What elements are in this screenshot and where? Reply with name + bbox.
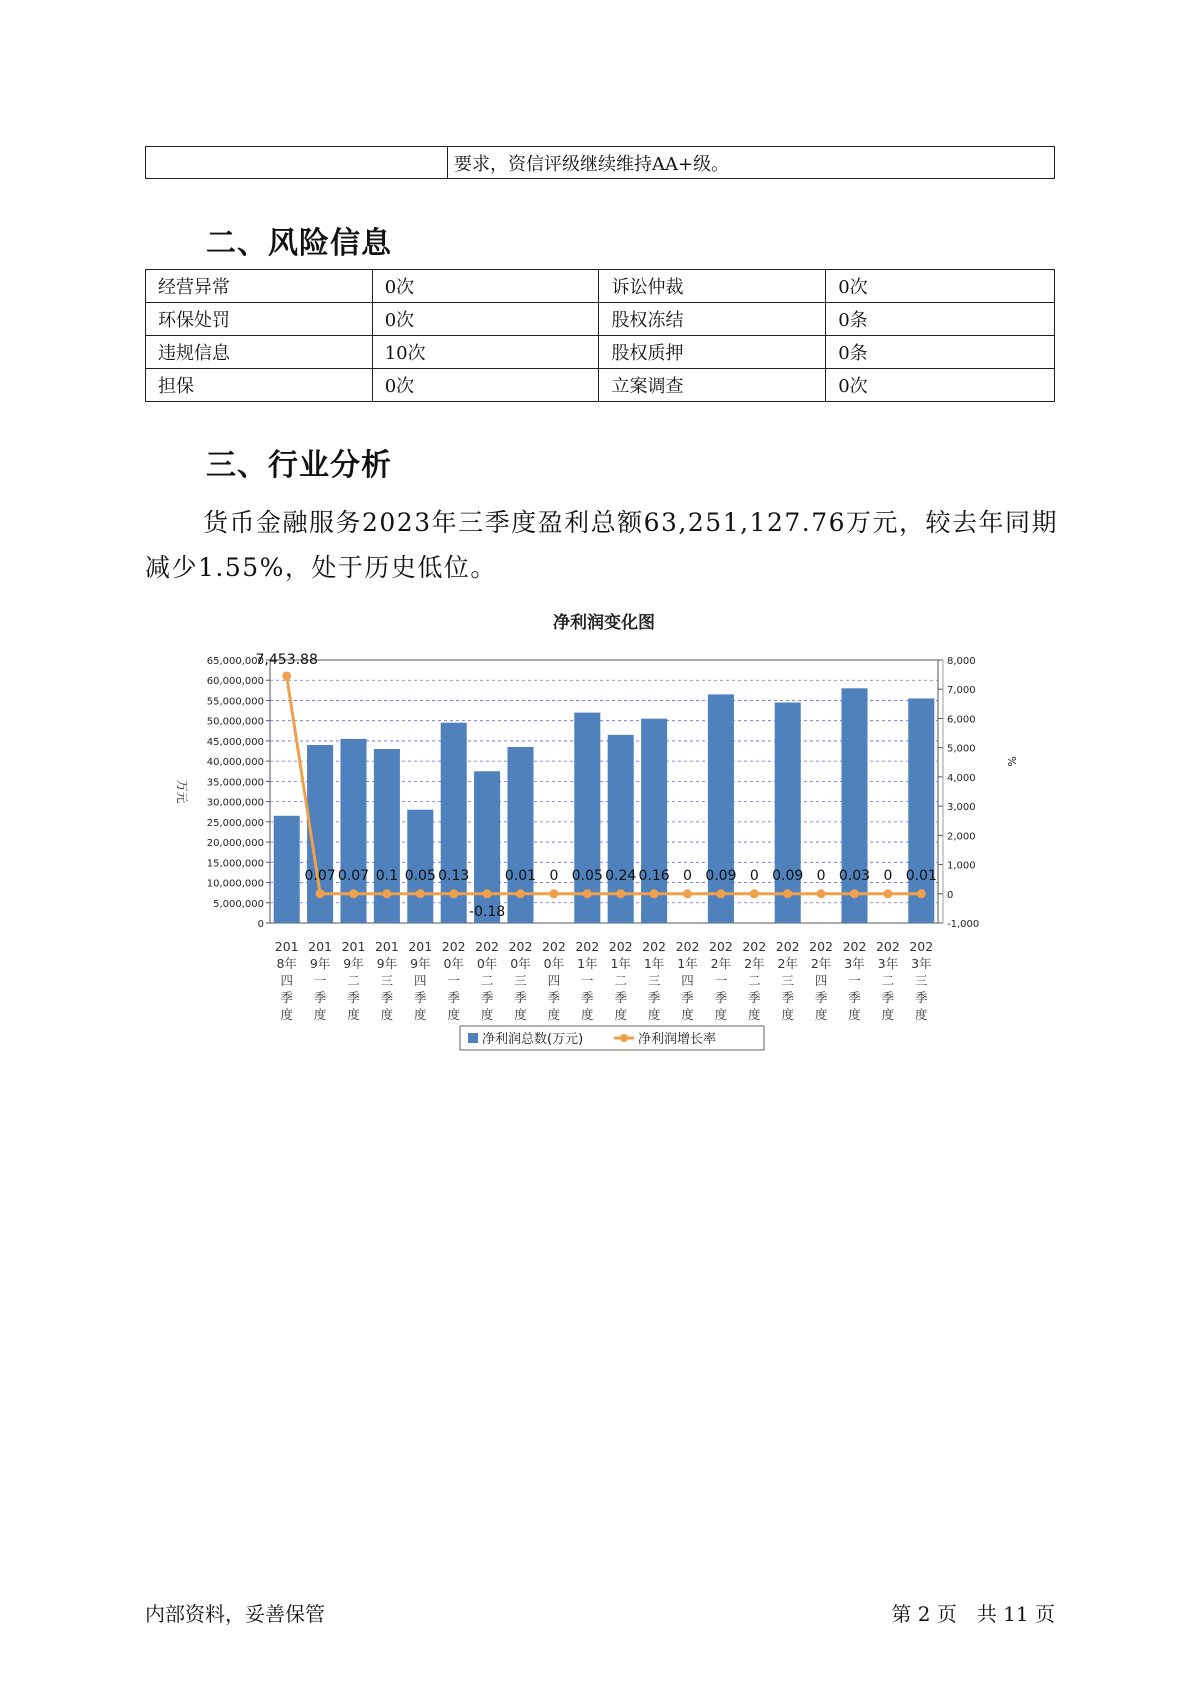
continued-table	[145, 146, 1055, 179]
x-tick-label: 度	[581, 1007, 594, 1022]
x-tick-label: 度	[447, 1007, 460, 1022]
x-tick-label: 201	[274, 939, 299, 954]
bar	[841, 688, 867, 923]
x-tick-label: 季	[915, 990, 928, 1005]
growth-point	[650, 889, 659, 898]
growth-point	[316, 889, 325, 898]
x-tick-label: 一	[313, 973, 327, 988]
plot-area	[270, 660, 938, 923]
x-tick-label: 度	[748, 1007, 761, 1022]
x-tick-label: 202	[541, 939, 566, 954]
growth-point	[282, 671, 291, 680]
x-tick-label: 季	[280, 990, 293, 1005]
growth-point	[783, 889, 792, 898]
growth-data-label: 0.24	[605, 867, 637, 884]
x-tick-label: 一	[848, 973, 861, 988]
x-tick-label: 一	[447, 973, 460, 988]
y-tick-label: 40,000,000	[206, 757, 264, 769]
x-tick-label: 度	[313, 1007, 327, 1022]
growth-point	[382, 889, 391, 898]
y2-tick-label: 5,000	[947, 743, 976, 755]
growth-point	[917, 889, 926, 898]
risk-value: 0次	[372, 303, 599, 336]
growth-data-label: 7,453.88	[255, 651, 318, 668]
y-tick-label: 25,000,000	[206, 817, 264, 829]
x-tick-label: 202	[675, 939, 700, 954]
growth-data-label: 0.01	[504, 867, 537, 884]
x-tick-label: 四	[681, 973, 694, 988]
growth-data-label: 0.07	[304, 867, 336, 884]
x-tick-label: 二	[480, 973, 494, 988]
x-tick-label: 201	[374, 939, 399, 954]
x-tick-label: 季	[581, 990, 594, 1005]
x-tick-label: 1年	[677, 956, 698, 971]
x-tick-label: 一	[581, 973, 594, 988]
table-row	[146, 336, 1055, 369]
x-tick-label: 季	[480, 990, 494, 1005]
growth-data-label: 0.1	[375, 867, 399, 884]
bar	[474, 771, 500, 923]
x-tick-label: 季	[814, 990, 828, 1005]
x-tick-label: 四	[814, 973, 828, 988]
x-tick-label: 三	[514, 973, 527, 988]
growth-data-label: 0.05	[404, 867, 436, 884]
x-tick-label: 季	[614, 990, 627, 1005]
growth-data-label: -0.18	[468, 903, 506, 920]
growth-data-label: 0	[549, 867, 559, 884]
x-tick-label: 2年	[744, 956, 765, 971]
x-tick-label: 8年	[276, 956, 297, 971]
x-tick-label: 四	[414, 973, 427, 988]
risk-label: 环保处罚	[146, 303, 373, 336]
x-tick-label: 度	[714, 1007, 728, 1022]
growth-data-label: 0.05	[571, 867, 603, 884]
bar	[708, 694, 734, 923]
y-tick-label: 35,000,000	[206, 777, 264, 789]
x-tick-label: 2年	[777, 956, 798, 971]
y2-tick-label: 7,000	[947, 685, 976, 697]
continued-right-cell: 要求，资信评级继续维持AA+级。	[448, 147, 1055, 179]
y-tick-label: 0	[257, 919, 264, 930]
growth-data-label: 0	[683, 867, 692, 884]
risk-value: 10次	[372, 336, 599, 369]
x-tick-label: 季	[380, 990, 394, 1005]
x-tick-label: 0年	[476, 956, 498, 971]
x-tick-label: 度	[681, 1007, 694, 1022]
x-tick-label: 度	[480, 1007, 494, 1022]
risk-label: 经营异常	[146, 270, 373, 303]
x-tick-label: 度	[514, 1007, 527, 1022]
y-tick-label: 20,000,000	[206, 838, 264, 850]
y-tick-label: 65,000,000	[206, 656, 264, 667]
x-tick-label: 201	[308, 939, 333, 954]
legend-line-label: 净利润增长率	[638, 1032, 717, 1047]
y-tick-label: 15,000,000	[206, 858, 264, 870]
table-row	[146, 303, 1055, 336]
x-tick-label: 202	[909, 939, 934, 954]
legend-bar-swatch	[468, 1033, 478, 1043]
y-tick-label: 60,000,000	[206, 676, 264, 688]
growth-point	[817, 889, 826, 898]
x-tick-label: 202	[508, 939, 533, 954]
x-tick-label: 202	[575, 939, 600, 954]
x-tick-label: 度	[881, 1007, 895, 1022]
x-tick-label: 度	[414, 1007, 427, 1022]
y2-tick-label: 6,000	[947, 714, 976, 726]
x-tick-label: 1年	[577, 956, 598, 971]
x-tick-label: 季	[514, 990, 527, 1005]
x-tick-label: 9年	[410, 956, 431, 971]
growth-data-label: 0	[749, 867, 759, 884]
growth-data-label: 0	[816, 867, 826, 884]
growth-data-label: 0.07	[337, 867, 370, 884]
x-tick-label: 季	[414, 990, 427, 1005]
x-tick-label: 度	[614, 1007, 627, 1022]
y-axis-label: 万元	[175, 779, 189, 804]
risk-table	[145, 269, 1055, 402]
x-tick-label: 202	[642, 939, 667, 954]
x-tick-label: 202	[809, 939, 834, 954]
x-tick-label: 202	[475, 939, 500, 954]
x-tick-label: 二	[347, 973, 360, 988]
x-tick-label: 季	[447, 990, 460, 1005]
risk-value: 0次	[826, 270, 1055, 303]
growth-point	[483, 889, 492, 898]
growth-data-label: 0.03	[838, 867, 871, 884]
y-tick-label: 45,000,000	[206, 736, 264, 748]
x-tick-label: 3年	[844, 956, 865, 971]
x-tick-label: 季	[748, 990, 761, 1005]
industry-paragraph: 货币金融服务2023年三季度盈利总额63,251,127.76万元，较去年同期减少1.55%，处于历史低位。	[145, 508, 1059, 582]
x-tick-label: 二	[748, 973, 761, 988]
risk-value: 0条	[826, 303, 1055, 336]
x-tick-label: 2年	[810, 956, 832, 971]
x-tick-label: 202	[742, 939, 767, 954]
x-tick-label: 3年	[911, 956, 932, 971]
y-tick-label: 10,000,000	[206, 878, 264, 890]
risk-value: 0次	[372, 369, 599, 402]
continued-left-cell	[146, 147, 448, 179]
x-tick-label: 9年	[376, 956, 398, 971]
growth-point	[416, 889, 425, 898]
x-tick-label: 度	[347, 1007, 360, 1022]
x-tick-label: 二	[881, 973, 895, 988]
x-tick-label: 202	[441, 939, 466, 954]
x-tick-label: 度	[781, 1007, 794, 1022]
risk-label: 股权质押	[599, 336, 826, 369]
growth-data-label: 0.13	[438, 867, 470, 884]
risk-value: 0次	[372, 270, 599, 303]
growth-point	[516, 889, 525, 898]
x-tick-label: 202	[608, 939, 633, 954]
section-title-industry: 三、行业分析	[206, 448, 392, 483]
net-profit-chart	[170, 610, 1030, 1070]
x-tick-label: 202	[842, 939, 867, 954]
x-tick-label: 3年	[877, 956, 899, 971]
growth-data-label: 0.09	[705, 867, 737, 884]
x-tick-label: 季	[347, 990, 360, 1005]
y2-tick-label: 2,000	[947, 831, 976, 843]
x-tick-label: 202	[875, 939, 900, 954]
y-tick-label: 55,000,000	[206, 696, 264, 708]
x-tick-label: 201	[341, 939, 366, 954]
growth-point	[549, 889, 558, 898]
y2-tick-label: -1,000	[947, 919, 980, 930]
growth-data-label: 0.16	[638, 867, 670, 884]
table-row	[146, 270, 1055, 303]
growth-point	[850, 889, 859, 898]
risk-label: 违规信息	[146, 336, 373, 369]
x-tick-label: 季	[714, 990, 728, 1005]
x-tick-label: 度	[814, 1007, 828, 1022]
x-tick-label: 季	[313, 990, 327, 1005]
growth-data-label: 0.09	[772, 867, 804, 884]
x-tick-label: 度	[280, 1007, 293, 1022]
x-tick-label: 二	[614, 973, 627, 988]
legend-line-marker	[620, 1034, 628, 1042]
x-tick-label: 度	[848, 1007, 861, 1022]
growth-point	[883, 889, 892, 898]
x-tick-label: 季	[681, 990, 694, 1005]
x-tick-label: 9年	[343, 956, 364, 971]
x-tick-label: 0年	[543, 956, 565, 971]
growth-point	[750, 889, 759, 898]
y2-axis-label: %	[1005, 756, 1018, 767]
x-tick-label: 度	[915, 1007, 928, 1022]
x-tick-label: 0年	[510, 956, 531, 971]
footer-page-number: 第 2 页 共 11 页	[891, 1602, 1055, 1626]
growth-point	[716, 889, 725, 898]
y-tick-label: 5,000,000	[213, 898, 264, 910]
x-tick-label: 季	[881, 990, 895, 1005]
legend-bar-label: 净利润总数(万元)	[482, 1032, 584, 1047]
risk-label: 股权冻结	[599, 303, 826, 336]
x-tick-label: 度	[380, 1007, 394, 1022]
x-tick-label: 0年	[443, 956, 464, 971]
x-tick-label: 季	[547, 990, 561, 1005]
y2-tick-label: 0	[947, 889, 954, 901]
growth-data-label: 0.01	[905, 867, 937, 884]
x-tick-label: 202	[775, 939, 800, 954]
section-title-risk: 二、风险信息	[206, 226, 392, 261]
x-tick-label: 季	[647, 990, 661, 1005]
risk-label: 立案调查	[599, 369, 826, 402]
bar	[274, 816, 300, 923]
x-tick-label: 一	[714, 973, 728, 988]
table-row	[146, 369, 1055, 402]
y2-tick-label: 3,000	[947, 802, 976, 814]
x-tick-label: 三	[380, 973, 394, 988]
footer-confidential: 内部资料，妥善保管	[145, 1602, 325, 1626]
x-tick-label: 三	[647, 973, 661, 988]
x-tick-label: 9年	[309, 956, 331, 971]
x-tick-label: 度	[547, 1007, 561, 1022]
growth-point	[583, 889, 592, 898]
y2-tick-label: 1,000	[947, 860, 976, 872]
x-tick-label: 度	[647, 1007, 661, 1022]
x-tick-label: 2年	[710, 956, 732, 971]
risk-value: 0次	[826, 369, 1055, 402]
growth-point	[349, 889, 358, 898]
y2-tick-label: 4,000	[947, 772, 976, 784]
x-tick-label: 三	[915, 973, 928, 988]
y2-tick-label: 8,000	[947, 656, 976, 667]
x-tick-label: 三	[781, 973, 794, 988]
growth-point	[683, 889, 692, 898]
y-tick-label: 50,000,000	[206, 716, 264, 728]
risk-value: 0条	[826, 336, 1055, 369]
x-tick-label: 四	[547, 973, 561, 988]
x-tick-label: 1年	[643, 956, 665, 971]
x-tick-label: 1年	[610, 956, 631, 971]
x-tick-label: 201	[408, 939, 433, 954]
bar	[407, 810, 433, 923]
growth-point	[449, 889, 458, 898]
x-tick-label: 四	[280, 973, 293, 988]
chart-title: 净利润变化图	[553, 613, 655, 633]
x-tick-label: 季	[781, 990, 794, 1005]
x-tick-label: 202	[708, 939, 733, 954]
growth-point	[616, 889, 625, 898]
risk-label: 担保	[146, 369, 373, 402]
growth-data-label: 0	[883, 867, 893, 884]
y-tick-label: 30,000,000	[206, 797, 264, 809]
risk-label: 诉讼仲裁	[599, 270, 826, 303]
x-tick-label: 季	[848, 990, 861, 1005]
